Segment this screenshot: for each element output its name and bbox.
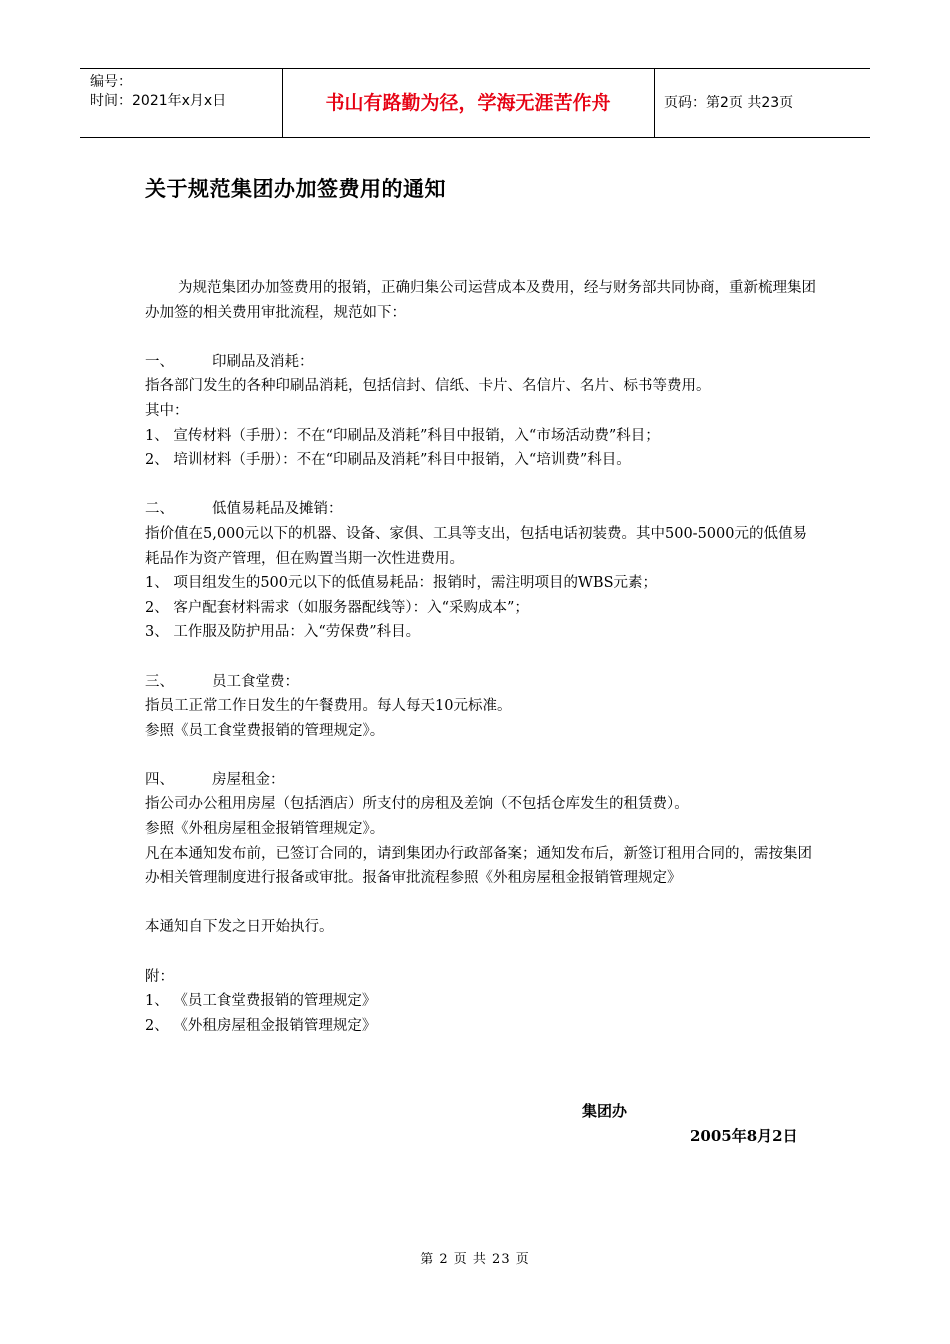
- header-motto: 书山有路勤为径，学海无涯苦作舟: [325, 92, 611, 114]
- document-time-label: 时间：2021年x月x日: [90, 93, 227, 109]
- section-2-heading: [145, 497, 817, 522]
- section-2-item: 3、 工作服及防护用品：入“劳保费”科目。: [145, 624, 421, 641]
- signature-org: 集团办: [582, 1102, 628, 1120]
- section-1-item: 2、 培训材料（手册）：不在“印刷品及消耗”科目中报销，入“培训费”科目。: [145, 452, 631, 469]
- page-footer: 第 2 页 共 23 页: [420, 1252, 530, 1267]
- section-1-sub: 其中：: [145, 402, 189, 419]
- attachment-item: 2、 《外租房屋租金报销管理规定》: [145, 1017, 377, 1034]
- document-body: [145, 276, 817, 1038]
- effective-statement: 本通知自下发之日开始执行。: [145, 919, 334, 936]
- header-page-info: 页码：第2页 共23页: [664, 95, 794, 111]
- section-2-title: 低值易耗品及摊销：: [212, 501, 343, 518]
- section-2-number: 二、: [145, 501, 174, 518]
- document-number-label: 编号：: [90, 74, 132, 90]
- section-4-heading: [145, 768, 817, 793]
- section-4-line: 指公司办公租用房屋（包括酒店）所支付的房租及差饷（不包括仓库发生的租赁费）。: [145, 796, 689, 813]
- document-title: 关于规范集团办加签费用的通知: [145, 177, 446, 201]
- section-2-desc: 指价值在5,000元以下的机器、设备、家俱、工具等支出，包括电话初装费。其中500-5000元的低值易耗品作为资产管理，但在购置当期一次性进费用。: [145, 525, 807, 567]
- section-2-item: 1、 项目组发生的500元以下的低值易耗品：报销时，需注明项目的WBS元素；: [145, 575, 658, 592]
- section-1-title: 印刷品及消耗：: [212, 353, 314, 370]
- header-divider-right: [654, 69, 655, 137]
- section-4-number: 四、: [145, 771, 174, 788]
- section-1-item: 1、 宣传材料（手册）：不在“印刷品及消耗”科目中报销，入“市场活动费”科目；: [145, 427, 660, 444]
- section-3-number: 三、: [145, 673, 174, 690]
- section-4-note: 凡在本通知发布前，已签订合同的，请到集团办行政部备案；通知发布后，新签订租用合同的，需按集团办相关管理制度进行报备或审批。报备审批流程参照《外租房屋租金报销管理规定》: [145, 845, 812, 887]
- signature-date: 2005年8月2日: [690, 1127, 798, 1145]
- section-3-line: 参照《员工食堂费报销的管理规定》。: [145, 722, 385, 739]
- section-3-heading: [145, 670, 817, 695]
- page-header: [80, 68, 870, 138]
- section-2-item: 2、 客户配套材料需求（如服务器配线等）：入“采购成本”；: [145, 599, 529, 616]
- header-meta: [90, 73, 226, 111]
- attachment-item: 1、 《员工食堂费报销的管理规定》: [145, 993, 377, 1010]
- section-4-title: 房屋租金：: [212, 771, 285, 788]
- section-3-line: 指员工正常工作日发生的午餐费用。每人每天10元标准。: [145, 698, 512, 715]
- intro-paragraph: 为规范集团办加签费用的报销，正确归集公司运营成本及费用，经与财务部共同协商，重新梳理集团办加签的相关费用审批流程，规范如下：: [145, 280, 816, 321]
- attachments-label: 附：: [145, 968, 174, 985]
- section-1-number: 一、: [145, 353, 174, 370]
- section-3-title: 员工食堂费：: [212, 673, 299, 690]
- section-1-heading: [145, 350, 817, 375]
- section-1-desc: 指各部门发生的各种印刷品消耗，包括信封、信纸、卡片、名信片、名片、标书等费用。: [145, 378, 711, 395]
- section-4-line: 参照《外租房屋租金报销管理规定》。: [145, 821, 385, 838]
